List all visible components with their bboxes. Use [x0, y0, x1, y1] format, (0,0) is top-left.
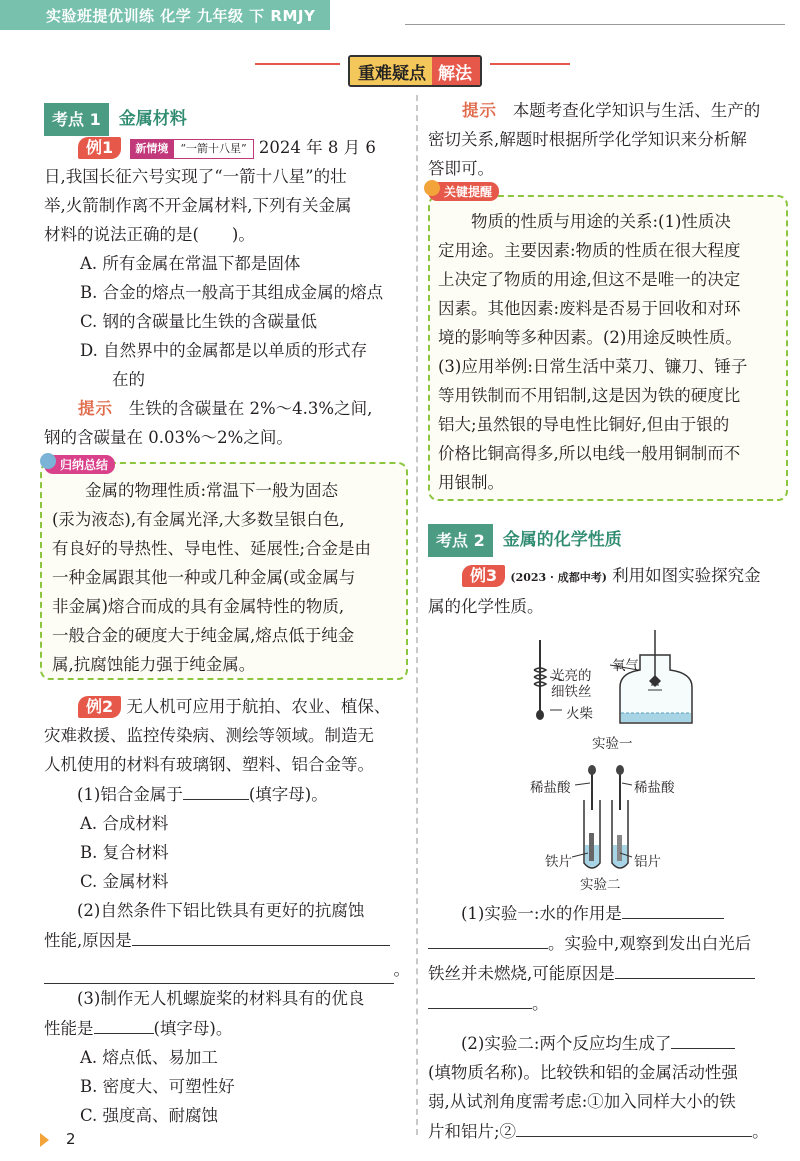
- summary-line-6: 一般合金的硬度大于纯金属,熔点低于纯金: [52, 626, 355, 645]
- example-3-q2-text-4: 片和铝片;②: [428, 1122, 517, 1141]
- example-2-line-3: 人机使用的材料有玻璃钢、塑料、铝合金等。: [44, 755, 374, 774]
- example-1-line-3: 举,火箭制作离不开金属材料,下列有关金属: [44, 196, 352, 215]
- example-1: [44, 133, 410, 452]
- new-situation-tag: 新情境: [130, 139, 173, 159]
- test-tube-right-icon: [612, 765, 628, 868]
- example-3-q2-text: (2)实验二:两个反应均生成了: [461, 1034, 672, 1053]
- summary-line-2: (汞为液态),有金属光泽,大多数呈银白色,: [52, 510, 345, 529]
- example-2-q1-suffix: (填字母)。: [248, 785, 328, 804]
- example-1-line-2: 日,我国长征六号实现了“一箭十八星”的壮: [44, 167, 347, 186]
- key-line-3: 上决定了物质的用途,但这不是唯一的决定: [438, 270, 741, 289]
- example-2-q2-text-2: 性能,原因是: [44, 931, 132, 950]
- example-2-line-2: 灾难救援、监控传染病、测绘等领域。制造无: [44, 726, 374, 745]
- example-2-q1-option-b: B. 复合材料: [80, 843, 169, 862]
- example-2-q3-suffix: (填字母)。: [153, 1019, 233, 1038]
- iron-wire-icon: [534, 640, 546, 687]
- example-3-q1-text-2: 。实验中,观察到发出白光后: [548, 934, 752, 953]
- example-3-q1-blank-4[interactable]: [428, 988, 532, 1009]
- example-2-q3-text: (3)制作无人机螺旋桨的材料具有的优良: [77, 989, 365, 1008]
- oxygen-label: 氧气: [612, 658, 639, 674]
- example-3-q2-blank-2[interactable]: [516, 1116, 752, 1137]
- wire-label-1: 光亮的: [551, 668, 592, 684]
- example-1-option-d: D. 自然界中的金属都是以单质的形式存: [80, 341, 368, 360]
- oxygen-bottle-icon: [620, 630, 692, 723]
- key-line-10: 用银制。: [438, 473, 504, 492]
- iron-sheet-label: 铁片: [545, 854, 572, 870]
- example-2-q2-text: (2)自然条件下铝比铁具有更好的抗腐蚀: [77, 901, 365, 920]
- example-1-hint-line-1: 生铁的含碳量在 2%～4.3%之间,: [128, 399, 373, 418]
- key-reminder-box: [428, 195, 788, 501]
- test-tube-left-icon: [584, 765, 600, 868]
- section-title: [348, 55, 482, 87]
- key-reminder-tag: [428, 182, 499, 201]
- example-3-source: (2023 · 成都中考): [510, 571, 607, 584]
- example-3-q2-text-3: 弱,从试剂角度需考虑:①加入同样大小的铁: [428, 1092, 736, 1111]
- kaodian-1-tag: 考点 1: [44, 103, 109, 136]
- example-2-q1-option-a: A. 合成材料: [80, 814, 169, 833]
- kaodian-2-name: 金属的化学性质: [502, 530, 622, 550]
- right-hint-label: 提示: [462, 101, 497, 120]
- experiment-1-label: 实验一: [592, 736, 633, 752]
- example-3-q2-blank-1[interactable]: [671, 1028, 735, 1049]
- title-deco-left: [255, 63, 340, 65]
- example-3-q2-text-2: (填物质名称)。比较铁和铝的金属活动性强: [428, 1063, 738, 1082]
- header-banner: [0, 0, 330, 30]
- example-2-q3-option-b: B. 密度大、可塑性好: [80, 1077, 235, 1096]
- page-marker-icon: [40, 1133, 49, 1147]
- match-label: 火柴: [566, 706, 593, 722]
- example-2-q2-end: 。: [393, 960, 410, 979]
- example-1-line-1: 2024 年 8 月 6: [258, 138, 376, 157]
- section-title-accent: 解法: [432, 57, 480, 85]
- acid-left-label: 稀盐酸: [530, 780, 571, 796]
- key-line-7: 等用铁制而不用铝制,这是因为铁的硬度比: [438, 386, 741, 405]
- example-3-line-2: 属的化学性质。: [428, 597, 544, 616]
- kaodian-2-heading: [428, 524, 622, 557]
- column-divider: [416, 95, 418, 1135]
- section-title-main: 重难疑点: [350, 57, 432, 85]
- example-1-option-d-cont: 在的: [112, 370, 145, 389]
- right-hint-line-1: 本题考查化学知识与生活、生产的: [512, 101, 761, 120]
- summary-line-7: 属,抗腐蚀能力强于纯金属。: [52, 655, 256, 674]
- key-line-8: 铝大;虽然银的导电性比铜好,但由于银的: [438, 415, 730, 434]
- example-2-q1-option-c: C. 金属材料: [80, 872, 169, 891]
- summary-line-3: 有良好的导热性、导电性、延展性;合金是由: [52, 539, 372, 558]
- summary-box: [40, 462, 408, 680]
- kaodian-2-tag: 考点 2: [428, 524, 493, 557]
- key-line-9: 价格比铜高得多,所以电线一般用铜制而不: [438, 444, 741, 463]
- summary-tag-label: 归纳总结: [60, 458, 109, 472]
- summary-line-5: 非金属)熔合而成的具有金属特性的物质,: [52, 597, 345, 616]
- wire-label-2: 细铁丝: [551, 684, 592, 700]
- key-line-6: (3)应用举例:日常生活中菜刀、镰刀、锤子: [438, 357, 748, 376]
- example-1-option-c: C. 钢的含碳量比生铁的含碳量低: [80, 312, 318, 331]
- key-line-2: 定用途。主要因素:物质的性质在很大程度: [438, 241, 741, 260]
- kaodian-1-heading: [44, 103, 187, 136]
- example-3-q1-end: 。: [532, 994, 549, 1013]
- key-line-1: 物质的性质与用途的关系:(1)性质决: [471, 212, 731, 231]
- right-hint-line-3: 答即可。: [428, 159, 494, 178]
- kaodian-1-name: 金属材料: [118, 109, 187, 129]
- key-line-5: 境的影响等多种因素。(2)用途反映性质。: [438, 328, 742, 347]
- key-reminder-tag-label: 关键提醒: [444, 185, 493, 199]
- example-2-q2-blank-line-2[interactable]: [44, 957, 394, 984]
- example-3-q1-text-3: 铁丝并未燃烧,可能原因是: [428, 964, 615, 983]
- example-1-label: 例1: [78, 137, 121, 159]
- example-3-line-1: 利用如图实验探究金: [612, 566, 761, 585]
- example-1-option-a: A. 所有金属在常温下都是固体: [80, 254, 301, 273]
- example-2-q1-blank[interactable]: [183, 779, 249, 800]
- example-2-label: 例2: [78, 696, 121, 718]
- example-1-hint-line-2: 钢的含碳量在 0.03%～2%之间。: [44, 428, 293, 447]
- topic-quote-tag: “一箭十八星”: [173, 139, 253, 159]
- example-2-q3-blank[interactable]: [94, 1013, 154, 1034]
- right-hint-line-2: 密切关系,解题时根据所学化学知识来分析解: [428, 130, 747, 149]
- example-2-q1-text: (1)铝合金属于: [77, 785, 183, 804]
- page-number: 2: [66, 1130, 76, 1148]
- experiment-2-label: 实验二: [580, 877, 621, 893]
- summary-tag: [44, 455, 115, 474]
- summary-globe-icon: [40, 453, 56, 469]
- example-3-label: 例3: [462, 565, 505, 587]
- example-3: [428, 561, 788, 621]
- key-line-4: 因素。其他因素:废料是否易于回收和对环: [438, 299, 741, 318]
- title-deco-right: [490, 63, 570, 65]
- key-reminder-icon: [424, 180, 440, 196]
- aluminum-sheet-label: 铝片: [634, 854, 661, 870]
- example-3-q1-blank-3[interactable]: [615, 958, 755, 979]
- example-3-q1-blank-1[interactable]: [622, 898, 724, 919]
- example-2-q3-option-a: A. 熔点低、易加工: [80, 1048, 218, 1067]
- summary-line-4: 一种金属跟其他一种或几种金属(或金属与: [52, 568, 356, 587]
- match-icon: [536, 687, 544, 720]
- example-2-q3-text-2: 性能是: [44, 1019, 94, 1038]
- summary-line-1: 金属的物理性质:常温下一般为固态: [85, 481, 339, 500]
- example-3-q2-end: 。: [752, 1122, 769, 1141]
- example-2-q2-blank[interactable]: [132, 925, 390, 946]
- series-title: 实验班提优训练 化学 九年级 下 RMJY: [46, 7, 316, 25]
- example-1-option-b: B. 合金的熔点一般高于其组成金属的熔点: [80, 283, 384, 302]
- example-1-hint-label: 提示: [78, 399, 113, 418]
- example-3-q1-text: (1)实验一:水的作用是: [461, 904, 622, 923]
- example-2-q3-option-c: C. 强度高、耐腐蚀: [80, 1106, 219, 1125]
- example-2-line-1: 无人机可应用于航拍、农业、植保、: [126, 697, 391, 716]
- example-2: [44, 692, 410, 1130]
- acid-right-label: 稀盐酸: [634, 780, 675, 796]
- example-1-line-4: 材料的说法正确的是( )。: [44, 225, 255, 244]
- header-rule: [405, 24, 785, 25]
- example-3-q1-blank-2[interactable]: [428, 928, 548, 949]
- example-3-questions: [428, 898, 788, 1146]
- right-hint: [428, 96, 788, 183]
